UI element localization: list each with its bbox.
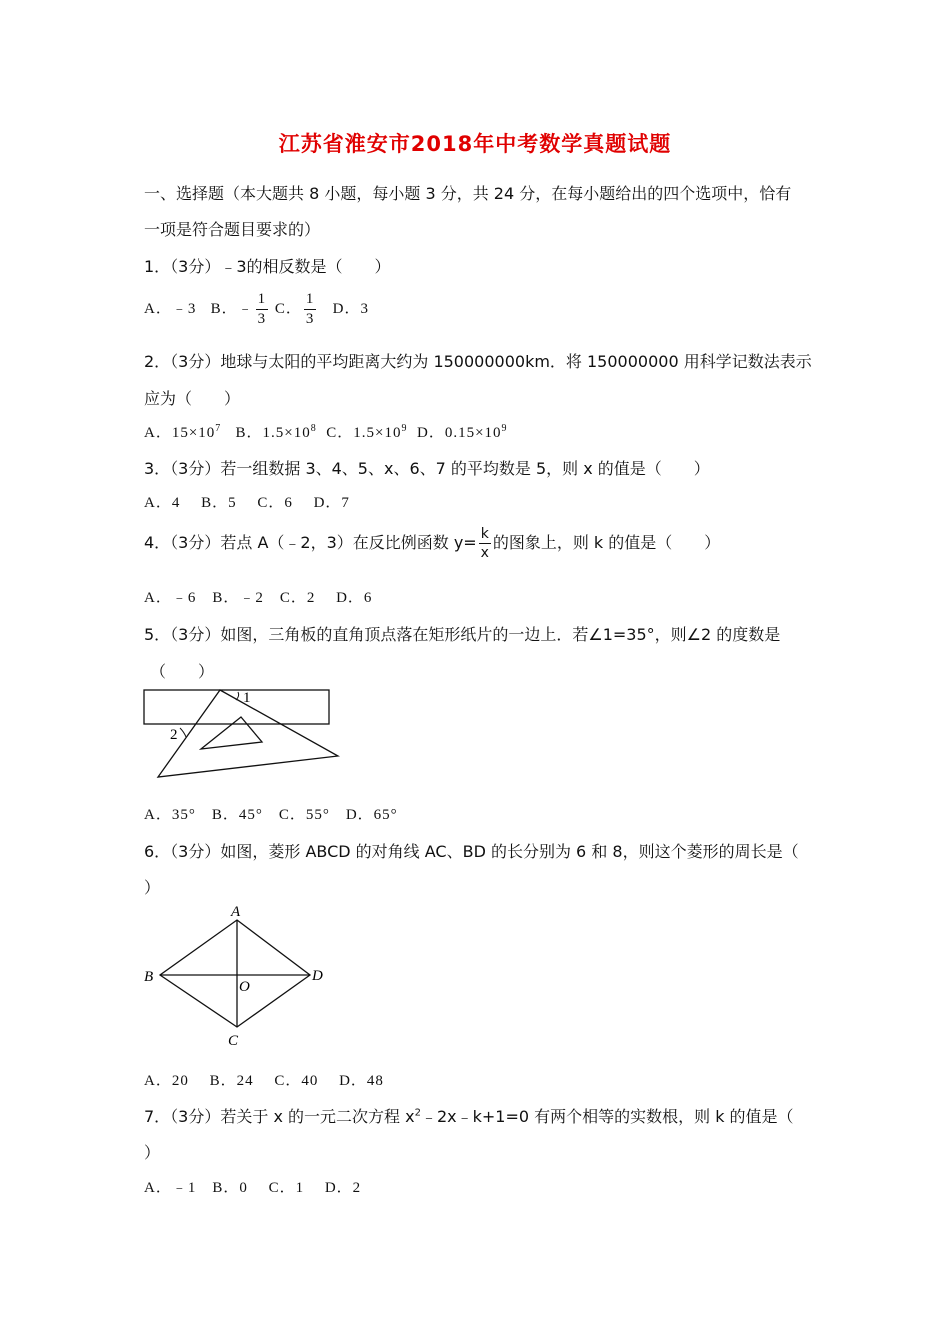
section-heading-line2: 一项是符合题目要求的） bbox=[144, 220, 321, 239]
exponent: 7 bbox=[215, 423, 222, 434]
stem-part: ﹣2x﹣k+1=0 有两个相等的实数根，则 k 的值是（ bbox=[420, 1107, 794, 1126]
vertex-c-label: C bbox=[228, 1033, 239, 1049]
question-2-stem-line1: 2．（3分）地球与太阳的平均距离大约为 150000000km．将 150000000 用科学记数法表示 bbox=[144, 352, 812, 371]
vertex-a-label: A bbox=[231, 904, 241, 920]
stem-part: 7．（3分）若关于 x 的一元二次方程 x bbox=[144, 1107, 415, 1126]
rhombus-figure bbox=[140, 900, 340, 1050]
option-a: A．﹣3 bbox=[144, 300, 197, 317]
exponent: 8 bbox=[310, 423, 317, 434]
question-5-options: A．35° B．45° C．55° D．65° bbox=[144, 807, 398, 823]
rectangle-paper bbox=[144, 690, 329, 724]
question-7-options: A．﹣1 B．0 C．1 D．2 bbox=[144, 1180, 362, 1196]
question-4-stem bbox=[144, 527, 720, 560]
question-7-stem-line1 bbox=[144, 1104, 794, 1127]
question-5-stem-line1: 5．（3分）如图，三角板的直角顶点落在矩形纸片的一边上．若∠1=35°，则∠2 的度数是 bbox=[144, 625, 781, 644]
question-5-stem-line2: （ ） bbox=[150, 662, 215, 681]
angle-1-label: 1 bbox=[243, 690, 251, 706]
question-6-options: A．20 B．24 C．40 D．48 bbox=[144, 1073, 384, 1089]
angle-2-label: 2 bbox=[170, 727, 178, 743]
option-d: D．3 bbox=[332, 300, 369, 317]
question-6-stem-line1: 6．（3分）如图，菱形 ABCD 的对角线 AC、BD 的长分别为 6 和 8，则这个菱形的周长是（ bbox=[144, 842, 799, 861]
center-o-label: O bbox=[239, 979, 250, 995]
question-3-stem: 3．（3分）若一组数据 3、4、5、x、6、7 的平均数是 5，则 x 的值是（ ） bbox=[144, 459, 710, 478]
exponent: 2 bbox=[414, 1107, 421, 1119]
vertex-b-label: B bbox=[144, 969, 154, 985]
option-b: B．1.5×10 bbox=[235, 425, 311, 441]
question-1-stem: 1．（3分）﹣3的相反数是（ ） bbox=[144, 257, 391, 276]
stem-part: 的图象上，则 k 的值是（ ） bbox=[492, 533, 721, 552]
option-b: B．﹣ bbox=[210, 300, 254, 317]
fraction-one-third: $\frac{1}{3}$ bbox=[305, 291, 315, 327]
option-c: C． bbox=[274, 300, 302, 317]
fraction-k-over-x: $\frac{k}{x}$ bbox=[480, 526, 489, 561]
section-heading-line1: 一、选择题（本大题共 8 小题，每小题 3 分，共 24 分，在每小题给出的四个选项中，恰有 bbox=[144, 184, 792, 203]
option-c: C．1.5×10 bbox=[326, 425, 402, 441]
rhombus-abcd bbox=[160, 920, 310, 1027]
question-2-options bbox=[144, 421, 508, 442]
question-4-options: A．﹣6 B．﹣2 C．2 D．6 bbox=[144, 590, 373, 606]
question-3-options: A．4 B．5 C．6 D．7 bbox=[144, 495, 350, 511]
angle-2-arc bbox=[180, 728, 186, 737]
triangle-ruler-figure bbox=[140, 684, 340, 784]
stem-part: 4．（3分）若点 A（﹣2，3）在反比例函数 y= bbox=[144, 533, 477, 552]
fraction-one-third: $\frac{1}{3}$ bbox=[257, 291, 267, 327]
question-7-stem-line2: ） bbox=[144, 1143, 161, 1162]
option-d: D．0.15×10 bbox=[416, 425, 502, 441]
exponent: 9 bbox=[401, 423, 408, 434]
exponent: 9 bbox=[501, 423, 508, 434]
inner-triangle bbox=[201, 717, 262, 749]
page-title: 江苏省淮安市2018年中考数学真题试题 bbox=[278, 132, 672, 156]
question-2-stem-line2: 应为（ ） bbox=[144, 389, 241, 408]
vertex-d-label: D bbox=[312, 968, 323, 984]
question-6-stem-line2: ） bbox=[144, 878, 161, 897]
option-a: A．15×10 bbox=[144, 425, 216, 441]
question-1-options bbox=[144, 292, 369, 327]
